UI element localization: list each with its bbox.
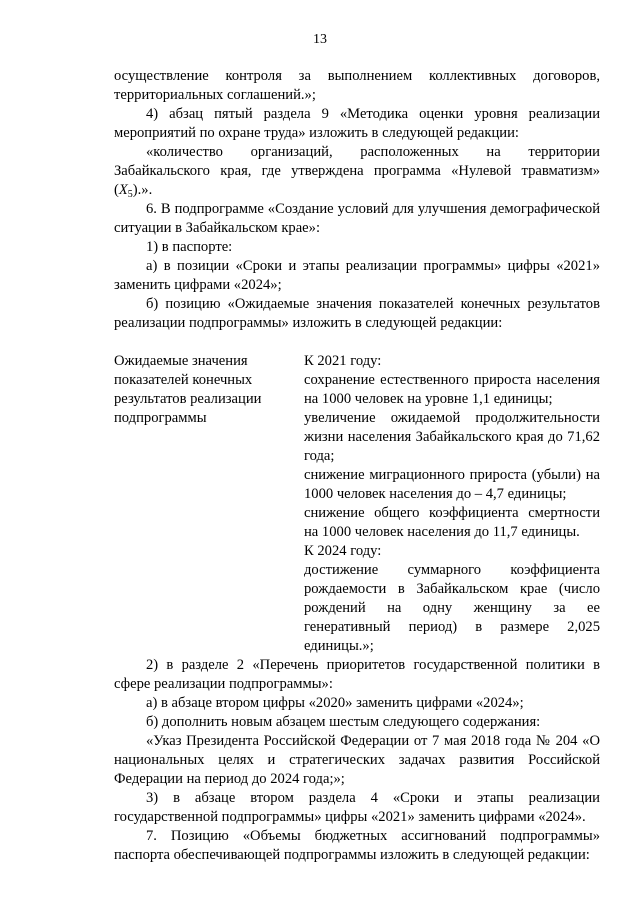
paragraph-item-4: 4) абзац пятый раздела 9 «Методика оценки уровня реализации мероприятий по охране труда» изложить в следующей редакции:: [114, 106, 600, 141]
paragraph-section-6: 6. В подпрограмме «Создание условий для улучшения демографической ситуации в Забайкальском крае»:: [114, 201, 600, 236]
formula-variable: X: [118, 182, 128, 198]
paragraph-item-a: а) в позиции «Сроки и этапы реализации программы» цифры «2021» заменить цифрами «2024»;: [114, 258, 600, 293]
quote-text-after: ).».: [132, 182, 153, 198]
spacer: [114, 333, 600, 352]
page-number: 13: [313, 32, 327, 47]
table-left-cell: [114, 352, 304, 656]
table-right-line: снижение миграционного прироста (убыли) на 1000 человек населения до – 4,7 единицы;: [304, 467, 600, 502]
paragraph-quote-indicator: [114, 143, 600, 200]
table-right-line: К 2021 году:: [304, 353, 382, 369]
quote-text-before: «количество организаций, расположенных на территории Забайкальского края, где утверждена программа «Нулевой травматизм» (: [114, 144, 600, 198]
table-right-line: снижение общего коэффициента смертности на 1000 человек населения до 11,7 единицы.: [304, 505, 600, 540]
table-right-cell: [304, 352, 600, 656]
table-right-line: К 2024 году:: [304, 543, 382, 559]
document-body: [114, 67, 600, 865]
table-right-line: увеличение ожидаемой продолжительности жизни населения Забайкальского края до 71,62 года;: [304, 410, 600, 464]
expected-results-table: [114, 352, 600, 656]
table-left-text: Ожидаемые значения показателей конечных результатов реализации подпрограммы: [114, 353, 262, 426]
table-right-line: сохранение естественного прироста населения на 1000 человек на уровне 1,1 единицы;: [304, 372, 600, 407]
paragraph-section-7: 7. Позицию «Объемы бюджетных ассигнований подпрограммы» паспорта обеспечивающей подпрограммы изложить в следующей редакции:: [114, 828, 600, 863]
paragraph-item-2: 2) в разделе 2 «Перечень приоритетов государственной политики в сфере реализации подпрограммы»:: [114, 657, 600, 692]
paragraph-item-2a: а) в абзаце втором цифры «2020» заменить цифрами «2024»;: [146, 695, 524, 711]
table-right-line: достижение суммарного коэффициента рождаемости в Забайкальском крае (число рождений на одну женщину за ее генеративный период) в размере 2,025 единицы.»;: [304, 562, 600, 654]
paragraph-decree-quote: «Указ Президента Российской Федерации от 7 мая 2018 года № 204 «О национальных целях и стратегических задачах развития Российской Федерации на период до 2024 года;»;: [114, 733, 600, 787]
paragraph-continuation: осуществление контроля за выполнением коллективных договоров, территориальных соглашений.»;: [114, 68, 600, 103]
paragraph-item-2b: б) дополнить новым абзацем шестым следующего содержания:: [146, 714, 541, 730]
paragraph-item-1: 1) в паспорте:: [146, 239, 233, 255]
paragraph-item-b: б) позицию «Ожидаемые значения показателей конечных результатов реализации подпрограммы» изложить в следующей редакции:: [114, 296, 600, 331]
paragraph-item-3: 3) в абзаце втором раздела 4 «Сроки и этапы реализации государственной подпрограммы» цифры «2021» заменить цифрами «2024».: [114, 790, 600, 825]
formula-subscript: 5: [127, 189, 133, 200]
